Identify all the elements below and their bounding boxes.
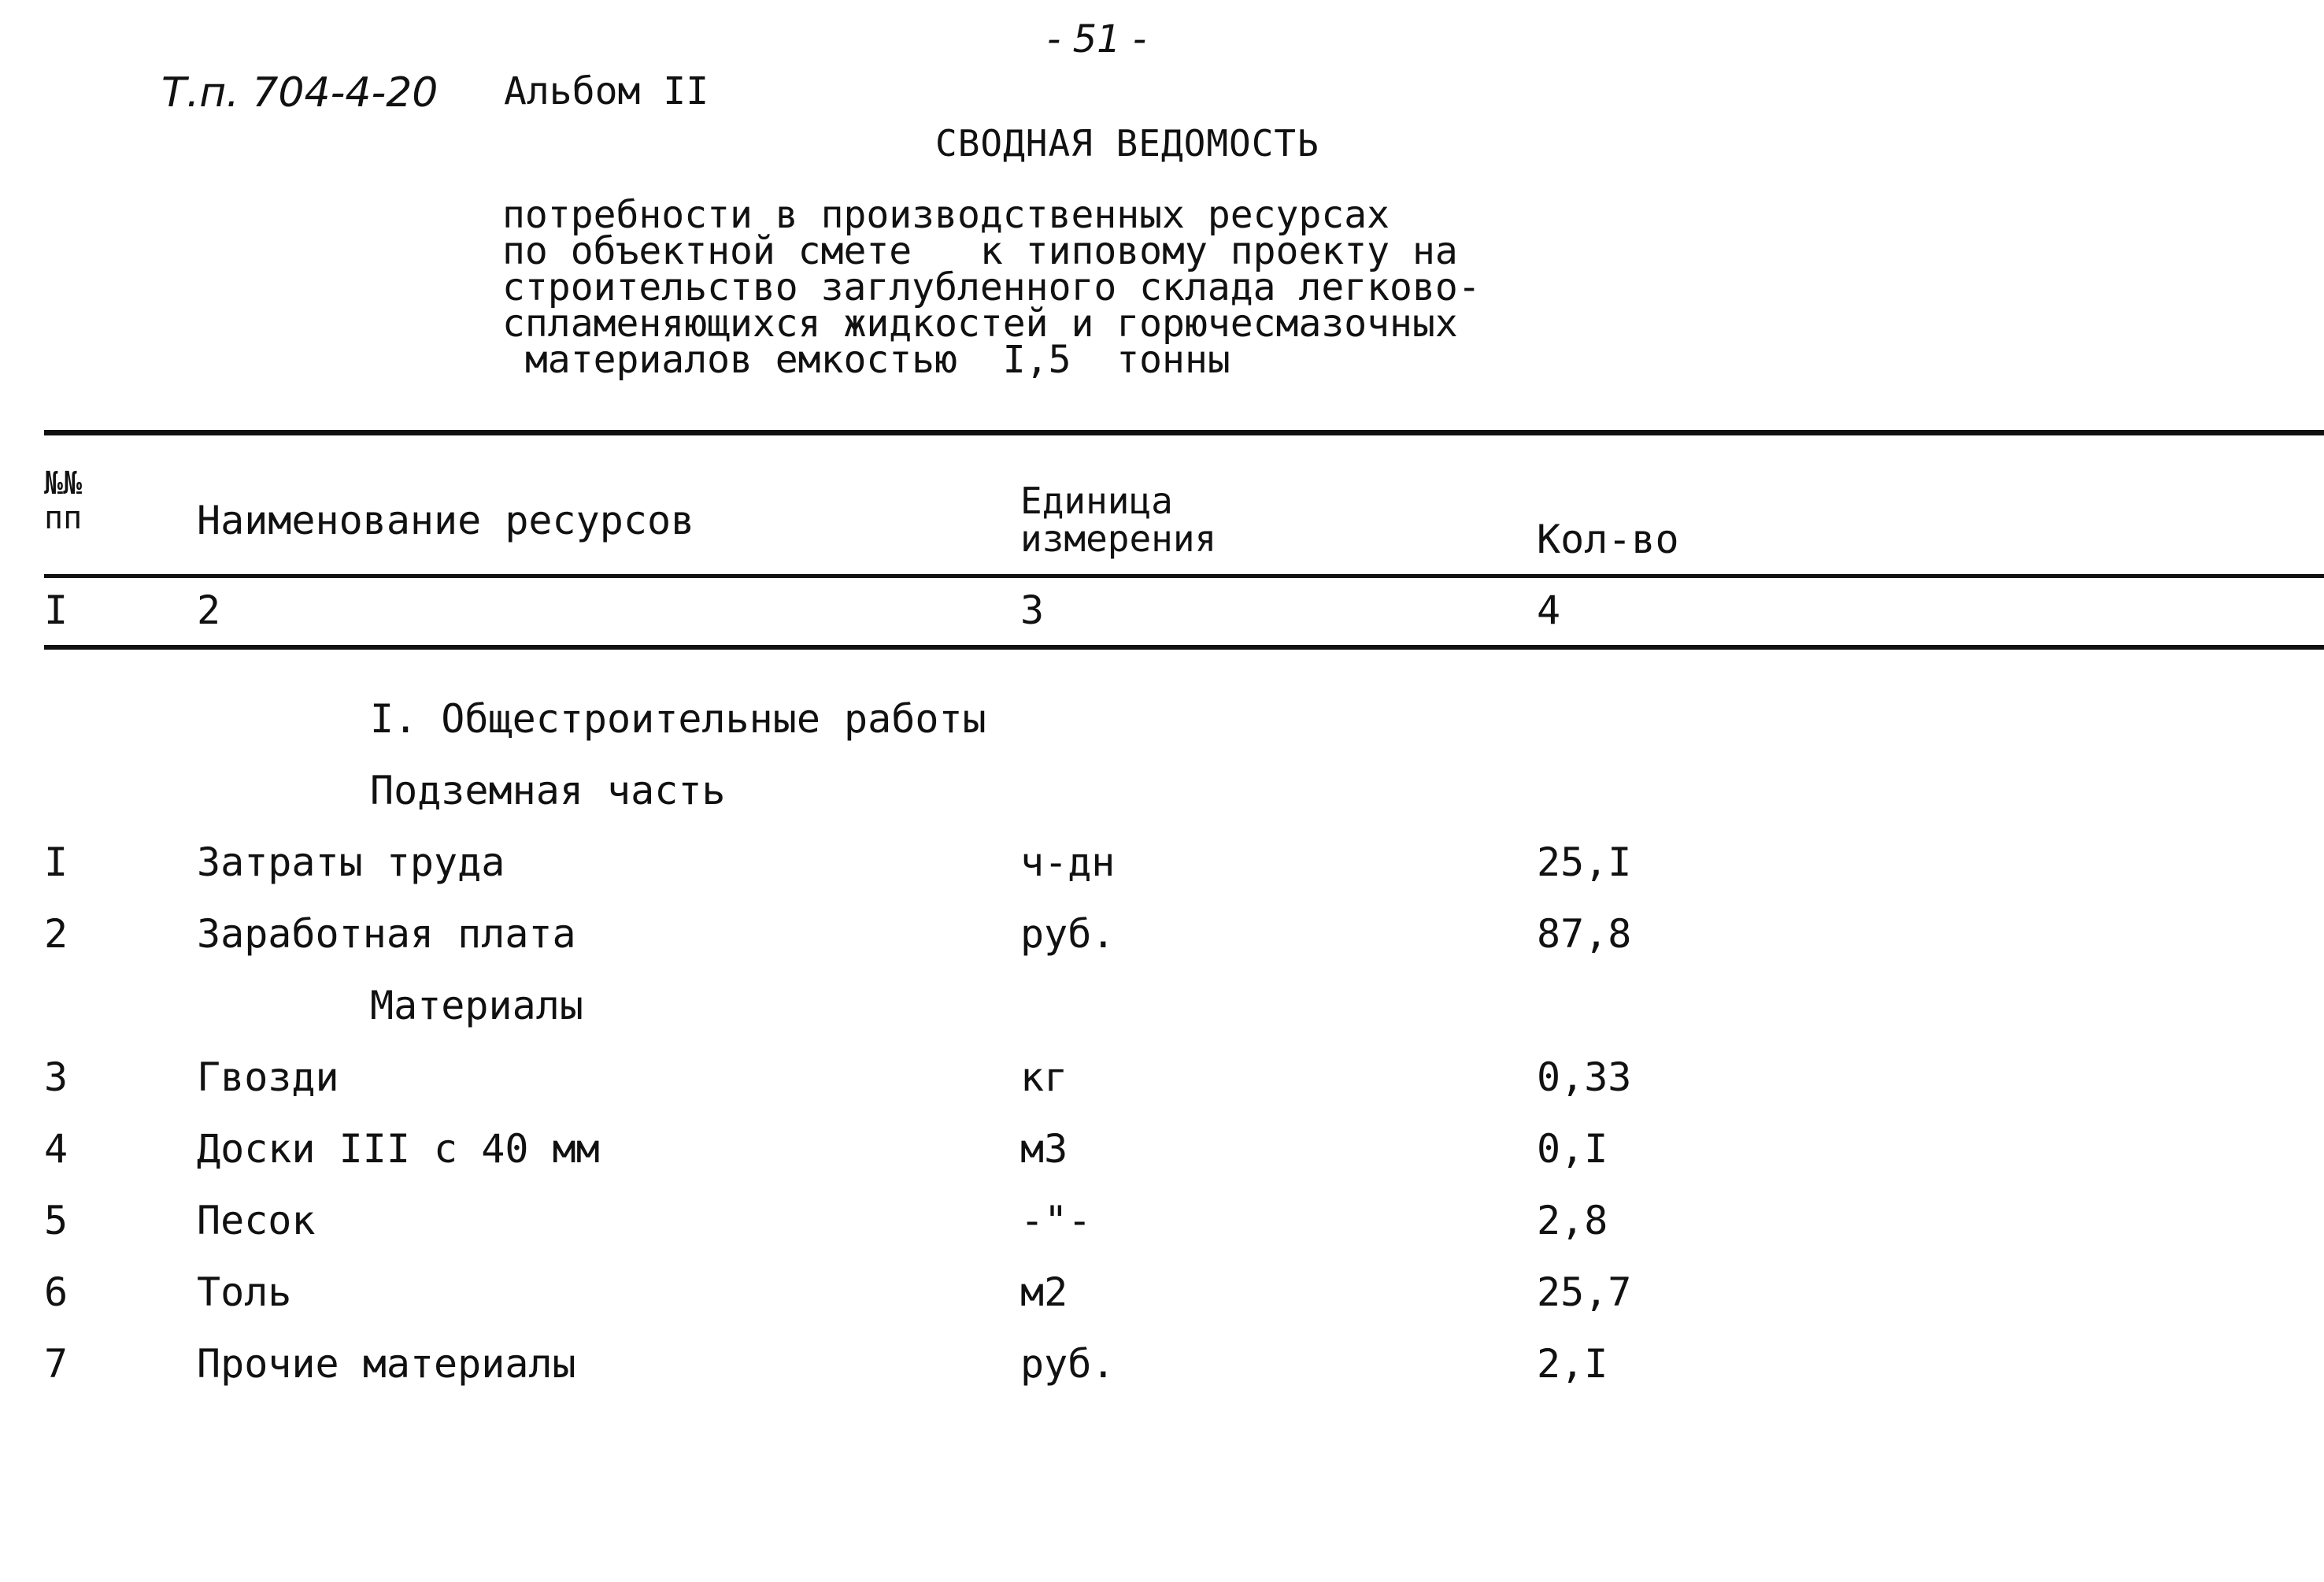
row-unit: -"-	[1020, 1198, 1092, 1243]
document-code: Т.п. 704-4-20	[161, 69, 439, 117]
header-num: №№ пп	[44, 465, 83, 536]
subtitle-block	[502, 193, 1481, 382]
row-qty: 87,8	[1537, 911, 1632, 957]
materials-title: Материалы	[370, 983, 583, 1028]
row-unit: ч-дн	[1020, 839, 1116, 885]
subtitle-line: строительство заглубленного склада легково-	[502, 265, 1481, 309]
row-num: 4	[44, 1126, 68, 1172]
page-title: СВОДНАЯ ВЕДОМОСТЬ	[935, 122, 1319, 165]
row-name: Заработная плата	[197, 911, 576, 957]
section-title: I. Общестроительные работы	[370, 696, 986, 742]
column-numbers-rule	[44, 645, 2324, 650]
row-name: Доски III с 40 мм	[197, 1126, 600, 1172]
table-top-rule	[44, 430, 2324, 435]
row-unit: м3	[1020, 1126, 1068, 1172]
column-number: 2	[197, 587, 221, 633]
column-number: I	[44, 587, 68, 633]
row-name: Толь	[197, 1269, 292, 1315]
row-unit: кг	[1020, 1054, 1068, 1100]
row-name: Гвозди	[197, 1054, 339, 1100]
row-unit: руб.	[1020, 1341, 1116, 1387]
page-number: - 51 -	[1047, 17, 1147, 61]
header-unit: Единица измерения	[1020, 480, 1217, 560]
row-num: 5	[44, 1198, 68, 1243]
subsection-title: Подземная часть	[370, 768, 726, 813]
subtitle-line: спламеняющихся жидкостей и горючесмазочных	[502, 302, 1458, 346]
subtitle-line: по объектной смете к типовому проекту на	[502, 229, 1458, 273]
row-qty: 2,I	[1537, 1341, 1608, 1387]
row-unit: м2	[1020, 1269, 1068, 1315]
subtitle-line: материалов емкостью I,5 тонны	[502, 338, 1230, 382]
row-unit: руб.	[1020, 911, 1116, 957]
row-name: Затраты труда	[197, 839, 505, 885]
header-bottom-rule	[44, 574, 2324, 578]
album-label: Альбом II	[504, 69, 709, 113]
row-num: 7	[44, 1341, 68, 1387]
row-num: 3	[44, 1054, 68, 1100]
row-name: Песок	[197, 1198, 316, 1243]
row-qty: 25,I	[1537, 839, 1632, 885]
row-qty: 0,I	[1537, 1126, 1608, 1172]
column-number: 4	[1537, 587, 1561, 633]
row-qty: 25,7	[1537, 1269, 1632, 1315]
row-num: 2	[44, 911, 68, 957]
row-num: I	[44, 839, 68, 885]
row-qty: 2,8	[1537, 1198, 1608, 1243]
header-name: Наименование ресурсов	[197, 498, 695, 543]
header-qty: Кол-во	[1537, 517, 1679, 562]
row-num: 6	[44, 1269, 68, 1315]
row-name: Прочие материалы	[197, 1341, 576, 1387]
column-number: 3	[1020, 587, 1045, 633]
subtitle-line: потребности в производственных ресурсах	[502, 193, 1390, 237]
row-qty: 0,33	[1537, 1054, 1632, 1100]
